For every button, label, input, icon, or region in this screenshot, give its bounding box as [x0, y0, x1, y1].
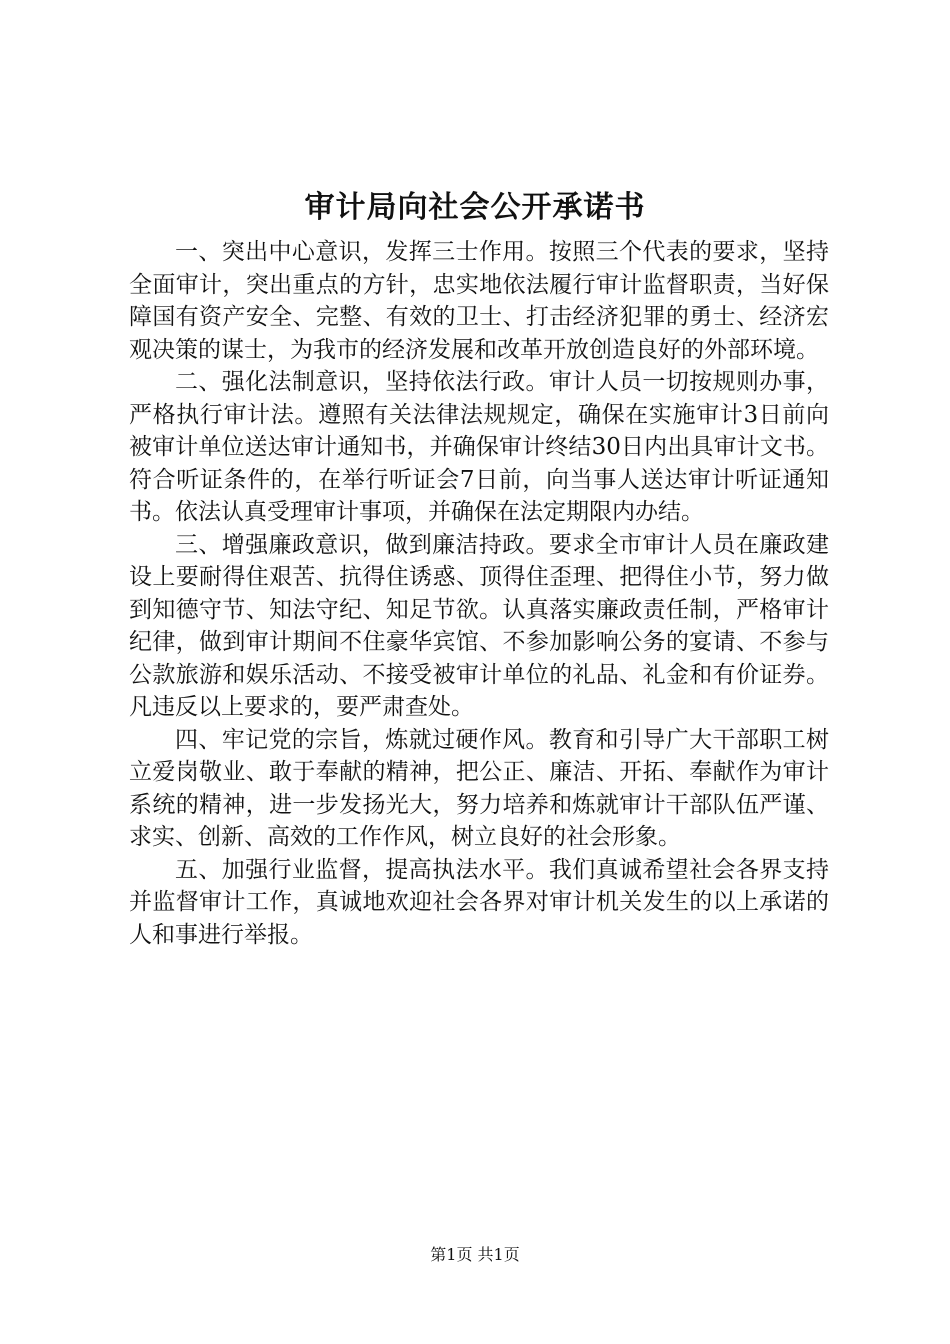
- paragraph-1: 一、突出中心意识，发挥三士作用。按照三个代表的要求，坚持全面审计，突出重点的方针，忠实地依法履行审计监督职责，当好保障国有资产安全、完整、有效的卫士、打击经济犯罪的勇士、经济宏观决策的谋士，为我市的经济发展和改革开放创造良好的外部环境。: [129, 239, 829, 363]
- document-title: 审计局向社会公开承诺书: [304, 190, 646, 225]
- paragraph-3: 三、增强廉政意识，做到廉洁持政。要求全市审计人员在廉政建设上要耐得住艰苦、抗得住诱惑、顶得住歪理、把得住小节，努力做到知德守节、知法守纪、知足节欲。认真落实廉政责任制，严格审计纪律，做到审计期间不住豪华宾馆、不参加影响公务的宴请、不参与公款旅游和娱乐活动、不接受被审计单位的礼品、礼金和有价证券。凡违反以上要求的，要严肃查处。: [129, 531, 829, 720]
- paragraph-5: 五、加强行业监督，提高执法水平。我们真诚希望社会各界支持并监督审计工作，真诚地欢迎社会各界对审计机关发生的以上承诺的人和事进行举报。: [129, 856, 829, 948]
- paragraph-2: 二、强化法制意识，坚持依法行政。审计人员一切按规则办事，严格执行审计法。遵照有关法律法规规定，确保在实施审计3日前向被审计单位送达审计通知书，并确保审计终结30日内出具审计文书。符合听证条件的，在举行听证会7日前，向当事人送达审计听证通知书。依法认真受理审计事项，并确保在法定期限内办结。: [129, 369, 829, 525]
- paragraph-4: 四、牢记党的宗旨，炼就过硬作风。教育和引导广大干部职工树立爱岗敬业、敢于奉献的精神，把公正、廉洁、开拓、奉献作为审计系统的精神，进一步发扬光大，努力培养和炼就审计干部队伍严谨、求实、创新、高效的工作作风，树立良好的社会形象。: [129, 726, 829, 850]
- page-number-footer: 第1页 共1页: [430, 1245, 520, 1264]
- document-body: [129, 236, 829, 951]
